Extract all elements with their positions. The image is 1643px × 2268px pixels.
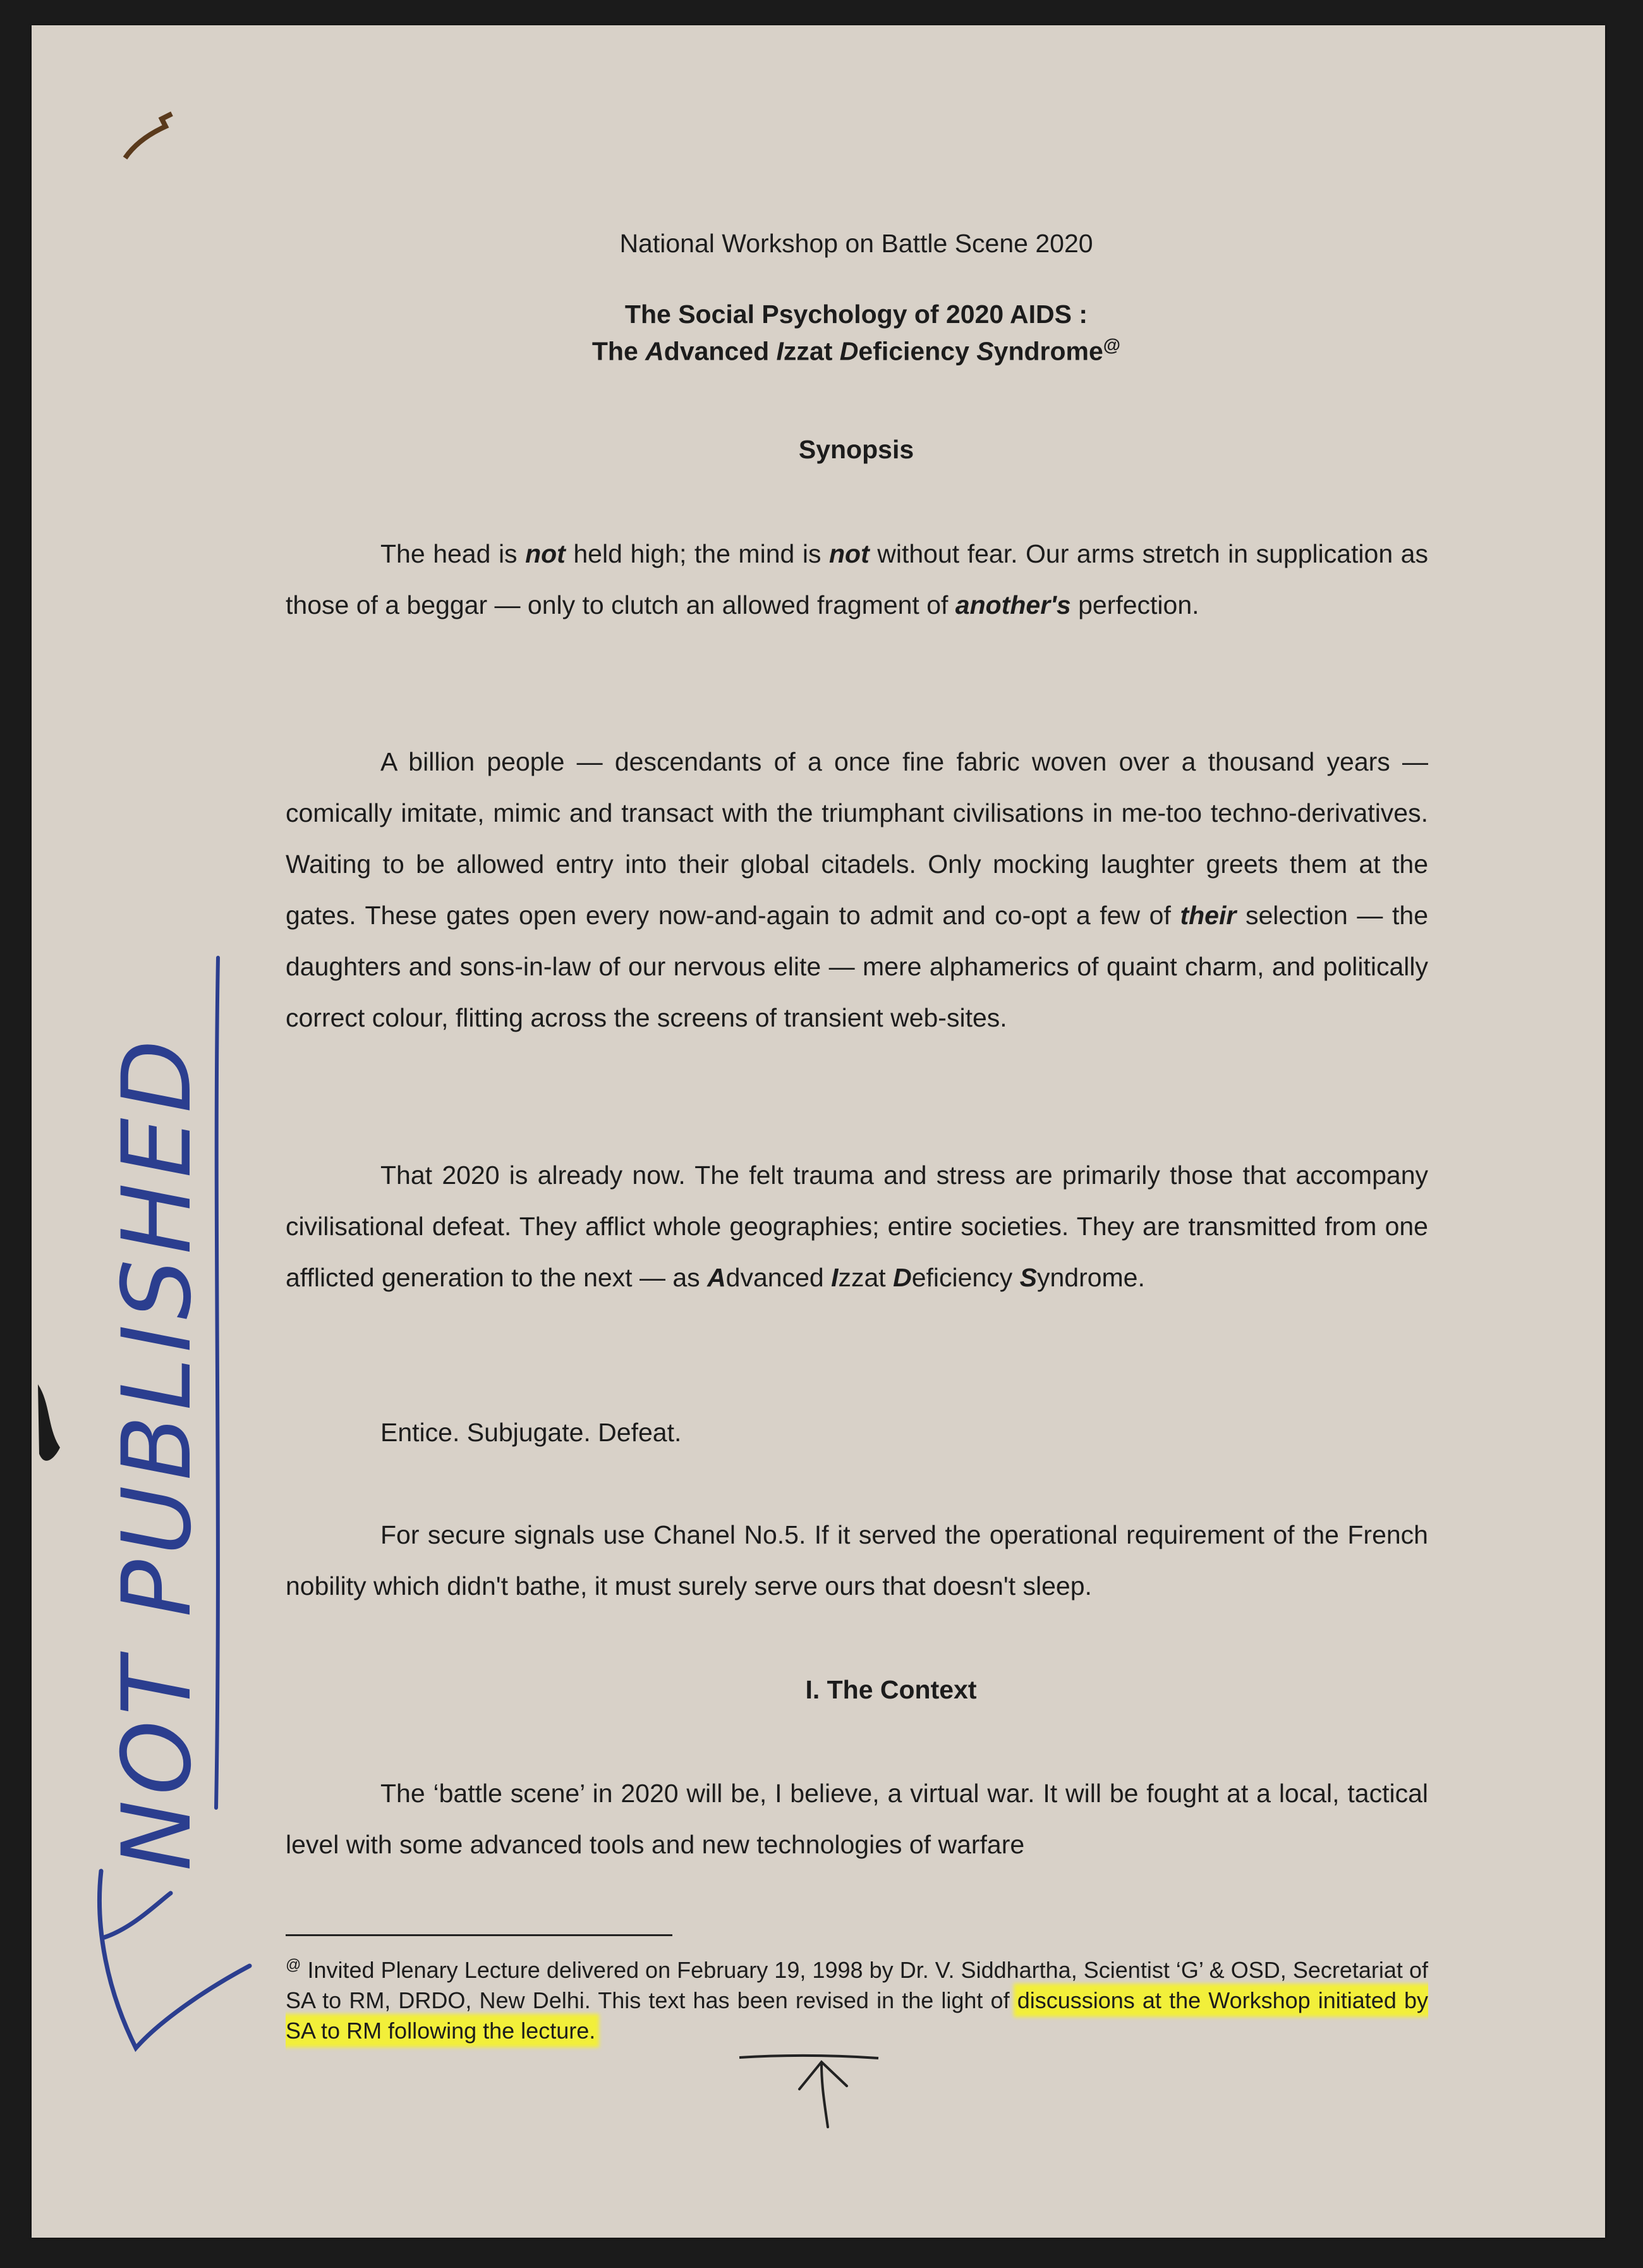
synopsis-paragraph-1: The head is not held high; the mind is not without fear. Our arms stretch in supplication as those of a beggar — only to clutch an allowed fragment of another's perfection. [286, 539, 1428, 619]
check-scribble [99, 1871, 250, 2048]
synopsis-paragraph-2: A billion people — descendants of a once fine fabric woven over a thousand years — comically imitate, mimic and transact with the triumphant civilisations in me-too techno-derivatives. Waiting to be allowed entry into their global citadels. Only mocking laughter greets them at the gates. These gates open every now-and-again to admit and co-opt a few of their selection — the daughters and sons-in-law of our nervous elite — mere alphamerics of quaint charm, and politically correct colour, flitting across the screens of transient web-sites. [286, 747, 1428, 1032]
synopsis-paragraph-3: That 2020 is already now. The felt trauma and stress are primarily those that accompany civilisational defeat. They afflict whole geographies; entire societies. They are transmitted from one afflicted generation to the next — as Advanced Izzat Deficiency Syndrome. [286, 1161, 1428, 1292]
title-line-1: The Social Psychology of 2020 AIDS : [624, 300, 1088, 329]
synopsis-paragraph-5: For secure signals use Chanel No.5. If it served the operational requirement of the French nobility which didn't bathe, it must surely serve ours that doesn't sleep. [286, 1520, 1428, 1600]
workshop-line: National Workshop on Battle Scene 2020 [619, 229, 1093, 258]
torn-edge-mark [38, 1384, 60, 1461]
pencil-underline [739, 2056, 878, 2058]
synopsis-heading: Synopsis [798, 435, 914, 464]
highlighted-text: discussions at the Workshop initiated by SA to RM following the lecture. [286, 1987, 1428, 2044]
title-line-2: The Advanced Izzat Deficiency Syndrome@ [591, 335, 1121, 366]
stain-mark-top [125, 114, 172, 158]
context-paragraph-1: The ‘battle scene’ in 2020 will be, I believe, a virtual war. It will be fought at a local, tactical level with some advanced tools and new technologies of warfare [286, 1779, 1428, 1859]
pencil-arrow-icon [799, 2062, 847, 2127]
margin-note-handwriting: NOT PUBLISHED [102, 1035, 212, 1871]
footnote: @ Invited Plenary Lecture delivered on February 19, 1998 by Dr. V. Siddhartha, Scientist ‘G’ & OSD, Secretariat of SA to RM, DRDO, New Delhi. This text has been revised in the light of discussions at the Workshop initiated by SA to RM following the lecture. [286, 1956, 1428, 2044]
context-heading: I. The Context [805, 1675, 977, 1704]
margin-note-underline [216, 958, 218, 1808]
synopsis-paragraph-4: Entice. Subjugate. Defeat. [380, 1418, 682, 1447]
footnote-marker: @ [1103, 335, 1121, 355]
